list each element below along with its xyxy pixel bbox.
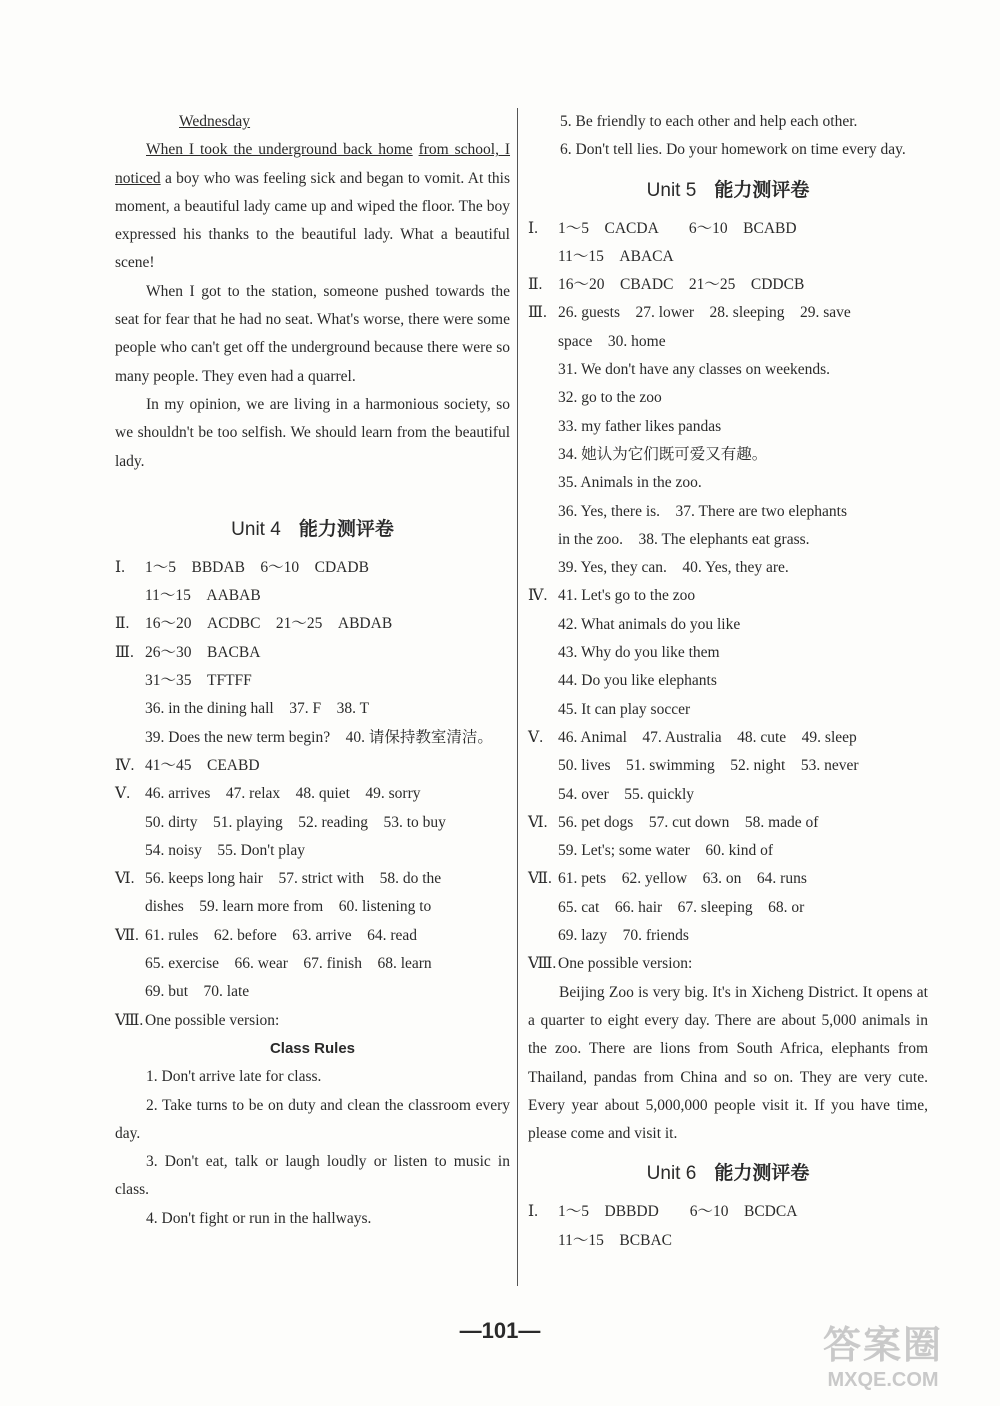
left-column bbox=[115, 108, 510, 1233]
section-numeral bbox=[528, 639, 558, 667]
answer-text: 41～45 CEABD bbox=[145, 756, 260, 774]
answer-row bbox=[528, 498, 928, 526]
answer-row bbox=[528, 781, 928, 809]
answer-row bbox=[115, 582, 510, 610]
diary-day-heading: Wednesday bbox=[179, 113, 251, 130]
answer-row bbox=[528, 611, 928, 639]
section-numeral bbox=[115, 809, 145, 837]
section-numeral: Ⅳ. bbox=[528, 587, 548, 605]
answer-row bbox=[115, 865, 510, 893]
diary-paragraph-2: When I got to the station, someone pushed towards the seat for fear that he had no seat. What's worse, there were some people who can't get off the underground because there were so many people. They even had a quarrel. bbox=[115, 282, 510, 385]
answer-text: 36. in the dining hall 37. F 38. T bbox=[145, 700, 370, 718]
answer-row bbox=[528, 526, 928, 554]
diary-paragraph-3: In my opinion, we are living in a harmonious society, so we shouldn't be too selfish. We should learn from the beautiful lady. bbox=[115, 395, 510, 470]
answer-row bbox=[115, 554, 510, 582]
section-numeral bbox=[528, 837, 558, 865]
answer-row bbox=[115, 950, 510, 978]
answer-text: 54. noisy 55. Don't play bbox=[145, 841, 305, 859]
answer-row bbox=[528, 724, 928, 752]
section-numeral bbox=[528, 243, 558, 271]
answer-text: 43. Why do you like them bbox=[558, 644, 720, 662]
section-numeral bbox=[528, 469, 558, 497]
answer-text: 11～15 BCBAC bbox=[558, 1231, 672, 1249]
section-numeral: Ⅳ. bbox=[115, 756, 135, 774]
answer-row bbox=[115, 667, 510, 695]
answer-text: 39. Yes, they can. 40. Yes, they are. bbox=[558, 559, 789, 577]
section-numeral: Ⅰ. bbox=[115, 558, 125, 576]
answer-row bbox=[528, 1227, 928, 1255]
section-numeral: Ⅱ. bbox=[115, 615, 130, 633]
answer-row bbox=[528, 441, 928, 469]
answer-text: 44. Do you like elephants bbox=[558, 672, 717, 690]
right-column bbox=[528, 108, 928, 1255]
section-numeral: Ⅶ. bbox=[115, 926, 139, 944]
answer-row bbox=[528, 639, 928, 667]
section-numeral: Ⅷ. bbox=[528, 955, 557, 973]
answer-text: 54. over 55. quickly bbox=[558, 785, 695, 803]
section-numeral bbox=[528, 922, 558, 950]
answer-text: 46. arrives 47. relax 48. quiet 49. sorry bbox=[145, 785, 421, 803]
class-rules-title: Class Rules bbox=[269, 1039, 356, 1057]
answer-row bbox=[528, 582, 928, 610]
zoo-essay: Beijing Zoo is very big. It's in Xicheng District. It opens at a quarter to eight every day. There are about 5,000 animals in the zoo. There are lions from South Africa, elephants from Thailand, pandas from China and so on. They are very cute. Every year about 5,000,000 people visit it. If you have time, please come and visit it. bbox=[528, 983, 928, 1143]
section-numeral bbox=[115, 950, 145, 978]
answer-row bbox=[115, 695, 510, 723]
answer-text: 36. Yes, there is. 37. There are two elephants bbox=[558, 502, 847, 520]
answer-text: 69. but 70. late bbox=[145, 983, 250, 1001]
section-numeral bbox=[115, 978, 145, 1006]
answer-text: 50. dirty 51. playing 52. reading 53. to buy bbox=[145, 813, 446, 831]
section-numeral: Ⅶ. bbox=[528, 870, 552, 888]
rule-item: 6. Don't tell lies. Do your homework on time every day. bbox=[560, 141, 906, 159]
answer-text: 35. Animals in the zoo. bbox=[558, 474, 702, 492]
answer-text: 50. lives 51. swimming 52. night 53. never bbox=[558, 757, 859, 775]
section-numeral bbox=[528, 667, 558, 695]
section-numeral bbox=[528, 554, 558, 582]
answer-text: 39. Does the new term begin? 40. 请保持教室清洁。 bbox=[145, 728, 493, 746]
rule-item: 5. Be friendly to each other and help each other. bbox=[560, 113, 858, 130]
answer-row bbox=[528, 215, 928, 243]
answer-text: 45. It can play soccer bbox=[558, 700, 691, 718]
section-numeral bbox=[115, 582, 145, 610]
answer-text: 34. 她认为它们既可爱又有趣。 bbox=[558, 445, 768, 463]
section-numeral bbox=[528, 696, 558, 724]
section-numeral bbox=[528, 328, 558, 356]
answer-text: space 30. home bbox=[558, 332, 666, 350]
section-numeral bbox=[528, 413, 558, 441]
answer-row bbox=[528, 1198, 928, 1226]
section-numeral bbox=[528, 611, 558, 639]
unit6-answers bbox=[528, 1198, 928, 1255]
section-numeral: Ⅵ. bbox=[115, 870, 135, 888]
answer-text: 31～35 TFTFF bbox=[145, 672, 252, 690]
answer-row bbox=[528, 554, 928, 582]
answer-row bbox=[528, 356, 928, 384]
section-numeral bbox=[115, 837, 145, 865]
answer-row bbox=[115, 893, 510, 921]
answer-row bbox=[115, 837, 510, 865]
answer-row bbox=[528, 413, 928, 441]
answer-row bbox=[115, 724, 510, 752]
answer-text: 46. Animal 47. Australia 48. cute 49. sleep bbox=[558, 728, 857, 746]
section-numeral: Ⅲ. bbox=[115, 643, 134, 661]
section-numeral: Ⅴ. bbox=[528, 728, 544, 746]
answer-row bbox=[528, 809, 928, 837]
answer-text: 42. What animals do you like bbox=[558, 615, 741, 633]
answer-row bbox=[528, 384, 928, 412]
answer-text: 31. We don't have any classes on weekends. bbox=[558, 361, 831, 379]
answer-text: 11～15 AABAB bbox=[145, 587, 261, 605]
answer-row bbox=[115, 780, 510, 808]
column-divider bbox=[517, 108, 518, 1286]
answer-row bbox=[528, 950, 928, 978]
answer-text: 11～15 ABACA bbox=[558, 247, 674, 265]
section-numeral bbox=[528, 526, 558, 554]
answer-text: 1～5 BBDAB 6～10 CDADB bbox=[145, 558, 369, 576]
section-numeral bbox=[528, 356, 558, 384]
answer-text: 16～20 CBADC 21～25 CDDCB bbox=[558, 276, 805, 294]
answer-text: 32. go to the zoo bbox=[558, 389, 662, 407]
section-numeral bbox=[528, 781, 558, 809]
answer-row bbox=[528, 667, 928, 695]
answer-row bbox=[115, 752, 510, 780]
answer-row bbox=[528, 894, 928, 922]
section-numeral bbox=[528, 441, 558, 469]
page-number: —101— bbox=[459, 1318, 541, 1343]
diary-paragraph-1: When I took the underground back home from school, I noticed a boy who was feeling sick and began to vomit. At this moment, a beautiful lady came up and wiped the floor. The boy expressed his thanks to the beautiful lady. What a beautiful scene! bbox=[115, 141, 511, 272]
answer-text: 1～5 DBBDD 6～10 BCDCA bbox=[558, 1203, 798, 1221]
rule-item: 1. Don't arrive late for class. bbox=[146, 1068, 322, 1086]
section-numeral bbox=[115, 667, 145, 695]
unit5-answers bbox=[528, 215, 928, 979]
section-numeral bbox=[115, 695, 145, 723]
rule-item: 2. Take turns to be on duty and clean the classroom every day. bbox=[115, 1096, 510, 1142]
section-numeral bbox=[528, 894, 558, 922]
section-numeral: Ⅱ. bbox=[528, 276, 543, 294]
answer-text: 69. lazy 70. friends bbox=[558, 927, 689, 945]
rule-item: 4. Don't fight or run in the hallways. bbox=[146, 1209, 372, 1227]
answer-text: 41. Let's go to the zoo bbox=[558, 587, 696, 605]
section-numeral bbox=[528, 1227, 558, 1255]
answer-row bbox=[115, 639, 510, 667]
answer-text: 65. exercise 66. wear 67. finish 68. learn bbox=[145, 955, 432, 973]
section-numeral: Ⅲ. bbox=[528, 304, 547, 322]
answer-text: 56. keeps long hair 57. strict with 58. do the bbox=[145, 870, 442, 888]
answer-text: 56. pet dogs 57. cut down 58. made of bbox=[558, 813, 819, 831]
section-numeral bbox=[115, 724, 145, 752]
section-numeral bbox=[528, 752, 558, 780]
answer-row bbox=[528, 865, 928, 893]
answer-row bbox=[115, 809, 510, 837]
answer-text: in the zoo. 38. The elephants eat grass. bbox=[558, 530, 810, 548]
answer-text: 61. rules 62. before 63. arrive 64. read bbox=[145, 926, 418, 944]
watermark-logo: 答案圈 MXQE.COM bbox=[822, 1325, 943, 1391]
section-numeral: Ⅴ. bbox=[115, 785, 131, 803]
unit6-title: Unit 6 能力测评卷 bbox=[646, 1163, 810, 1185]
answer-row bbox=[115, 922, 510, 950]
answer-text: 59. Let's; some water 60. kind of bbox=[558, 842, 774, 860]
section-numeral bbox=[528, 384, 558, 412]
answer-text: 33. my father likes pandas bbox=[558, 417, 722, 435]
answer-row bbox=[528, 837, 928, 865]
answer-row bbox=[528, 299, 928, 327]
answer-text: One possible version: bbox=[558, 955, 693, 973]
answer-row bbox=[115, 1007, 510, 1035]
answer-row bbox=[528, 271, 928, 299]
rule-item: 3. Don't eat, talk or laugh loudly or listen to music in class. bbox=[115, 1153, 510, 1199]
section-numeral: Ⅷ. bbox=[115, 1011, 144, 1029]
answer-text: 1～5 CACDA 6～10 BCABD bbox=[558, 219, 797, 237]
answer-text: 65. cat 66. hair 67. sleeping 68. or bbox=[558, 898, 805, 916]
unit5-title: Unit 5 能力测评卷 bbox=[646, 179, 810, 201]
answer-row bbox=[528, 243, 928, 271]
answer-text: 61. pets 62. yellow 63. on 64. runs bbox=[558, 870, 807, 888]
answer-row bbox=[115, 610, 510, 638]
section-numeral: Ⅰ. bbox=[528, 219, 538, 237]
answer-row bbox=[528, 469, 928, 497]
section-numeral bbox=[115, 893, 145, 921]
answer-row bbox=[115, 978, 510, 1006]
answer-text: 26. guests 27. lower 28. sleeping 29. save bbox=[558, 304, 851, 322]
section-numeral: Ⅰ. bbox=[528, 1203, 538, 1221]
unit4-answers bbox=[115, 554, 510, 1035]
section-numeral bbox=[528, 498, 558, 526]
answer-text: One possible version: bbox=[145, 1011, 280, 1029]
answer-row bbox=[528, 696, 928, 724]
answer-text: dishes 59. learn more from 60. listening to bbox=[145, 898, 432, 916]
unit4-title: Unit 4 能力测评卷 bbox=[231, 518, 394, 540]
answer-row bbox=[528, 752, 928, 780]
answer-text: 16～20 ACDBC 21～25 ABDAB bbox=[145, 615, 393, 633]
answer-row bbox=[528, 922, 928, 950]
answer-text: 26～30 BACBA bbox=[145, 643, 261, 661]
answer-row bbox=[528, 328, 928, 356]
section-numeral: Ⅵ. bbox=[528, 813, 548, 831]
